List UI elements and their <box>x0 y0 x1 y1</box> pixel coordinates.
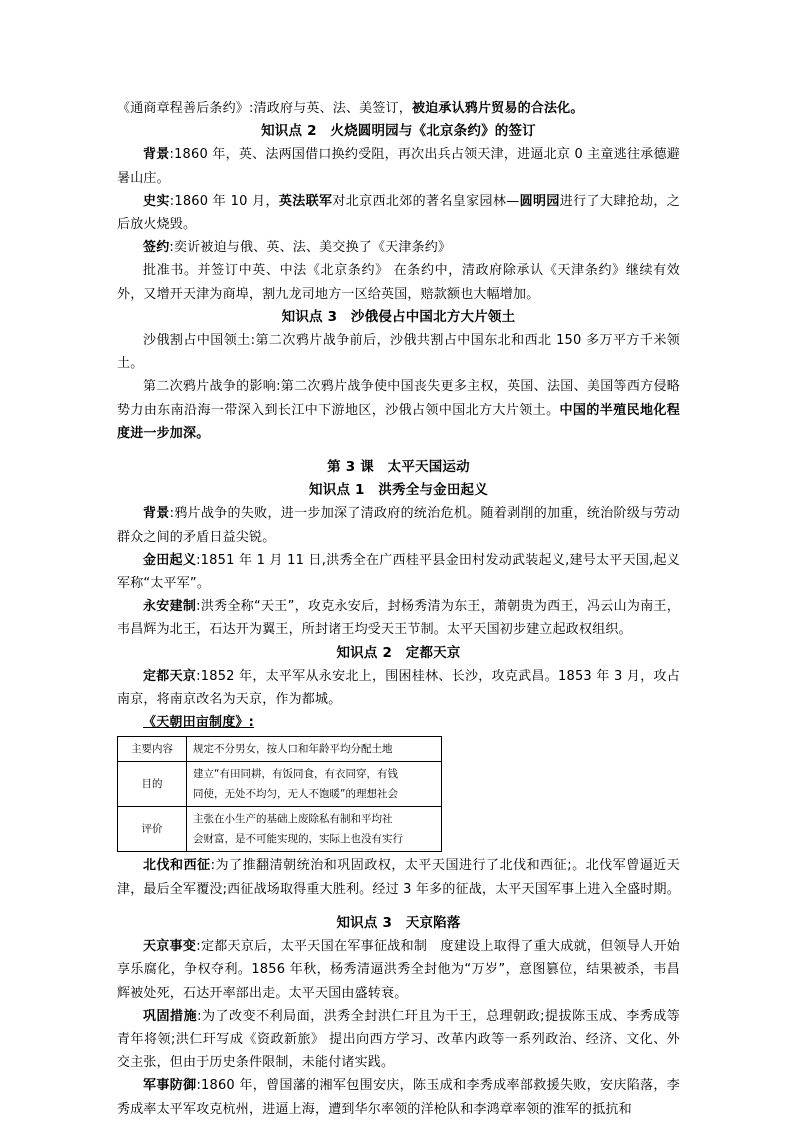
table-row-head: 目的 <box>118 762 187 807</box>
text: 《通商章程善后条约》:清政府与英、法、美签订， <box>117 101 412 116</box>
incident-paragraph <box>117 935 680 1005</box>
yongan-paragraph <box>117 595 680 641</box>
label: 定都天京 <box>143 668 197 684</box>
label: 金田起义 <box>143 552 197 568</box>
section-heading: 知识点 1 洪秀全与金田起义 <box>309 482 488 499</box>
emphasis: 被迫承认鸦片贸易的合法化。 <box>411 101 584 116</box>
section-heading: 知识点 3 天京陷落 <box>336 914 461 931</box>
label: 永安建制 <box>143 599 197 615</box>
section-heading: 知识点 2 火烧圆明园与《北京条约》的签订 <box>261 123 536 140</box>
emphasis: 英法联军 <box>278 193 333 209</box>
table-row <box>118 807 442 852</box>
cell-line: 同使，无处不均匀，无人不饱暖”的理想社会 <box>193 788 398 801</box>
label: 天京事变 <box>143 939 197 955</box>
text: :洪秀全称“天王”，攻克永安后，封杨秀清为东王，萧朝贵为西王，冯云山为南王，韦昌辉为北王，石达开为翼王，所封诸王均受天王节制。太平天国初步建立起政权组织。 <box>117 599 680 638</box>
treaty-paragraph <box>117 97 680 120</box>
document-page <box>117 97 680 1121</box>
system-title-text: 《天朝田亩制度》: <box>143 715 254 731</box>
text: 第二次鸦片战争的影响:第二次鸦片战争使中国丧失更多主权，英国、法国、美国等西方侵略势力由东南沿海一带深入到长江中下游地区，沙俄占领中国北方大片领土。 <box>117 379 680 418</box>
system-title <box>117 711 680 734</box>
table-row-head: 评价 <box>118 807 187 852</box>
cell-line: 规定不分男女，按人口和年龄平均分配土地 <box>193 743 393 756</box>
text: :1860 年，英、法两国借口换约受阻，再次出兵占领天津，进逼北京 0 主童逃往承德避暑山庄。 <box>117 147 680 186</box>
defense-paragraph <box>117 1074 680 1120</box>
table-row <box>118 762 442 807</box>
table-row-head: 主要内容 <box>118 737 187 762</box>
section-heading: 知识点 3 沙俄侵占中国北方大片领土 <box>281 308 516 325</box>
label: 史实 <box>143 193 170 209</box>
impact-paragraph <box>117 375 680 445</box>
text: :1851 年 1 月 11 日,洪秀全在广西桂平县金田村发动武装起义,建号太平天国,起义军称“太平军”。 <box>117 552 680 592</box>
text: :为了改变不利局面，洪秀全封洪仁玕且为干王，总理朝政;提拔陈玉成、李秀成等青年将领;洪仁玕写成《资政新旅》 提出向西方学习、改革内政等一系列政治、经济、文化、外交主张，但由于历史条件限制，未能付诸实践。 <box>117 1008 680 1071</box>
cell-line: 会财富，是不可能实现的，实际上也没有实行 <box>193 833 403 846</box>
consolidate-paragraph <box>117 1005 680 1075</box>
approval-paragraph: 批准书。并签订中英、中法《北京条约》 在条约中，清政府除承认《天津条约》继续有效外，又增开天津为商埠，割九龙司地方一区给英国，赔款额也大幅增加。 <box>117 263 680 302</box>
jintian-paragraph <box>117 549 680 595</box>
cell-line: 建立“有田同耕，有饭同食，有衣同穿，有钱 <box>193 768 398 781</box>
text: :1860 年，曾国藩的湘军包围安庆，陈玉成和李秀成率部救援失败，安庆陷落，李秀成率太平军攻克杭州，进逼上海，遭到华尔率领的洋枪队和李鸿章率领的淮军的抵抗和 <box>117 1078 680 1117</box>
russia-paragraph: 沙俄割占中国领土:第二次鸦片战争前后，沙俄共割占中国东北和西北 150 多万平方千米领土。 <box>117 333 680 372</box>
label: 北伐和西征 <box>143 858 211 874</box>
section-heading: 知识点 2 定都天京 <box>336 644 461 661</box>
label: 军事防御 <box>143 1078 197 1094</box>
text: :鸦片战争的失败，进一步加深了清政府的统治危机。随着剥削的加重，统治阶级与劳动群众之间的矛盾日益尖锐。 <box>117 506 680 545</box>
lesson-title: 第 3 课 太平天国运动 <box>327 459 470 476</box>
table-cell <box>187 737 442 762</box>
fact-paragraph <box>117 190 680 236</box>
text: 进行了大肆抢劫，之后放火烧毁。 <box>117 193 680 233</box>
label: 巩固措施 <box>143 1008 198 1024</box>
background-paragraph <box>117 143 680 189</box>
expedition-paragraph <box>117 854 680 900</box>
label: 背景 <box>143 506 170 522</box>
table-row <box>118 737 442 762</box>
text: :奕䜣被迫与俄、英、法、美交换了《天津条约》 <box>169 240 452 256</box>
text: :定都天京后，太平天国在军事征战和制 度建设上取得了重大成就，但领导人开始享乐腐化，争权夺利。1856 年秋，杨秀清逼洪秀全封他为“万岁”，意图篡位，结果被杀，韦昌辉被处死，石达开率部出走。太平天国由盛转衰。 <box>117 939 680 1001</box>
text: 对北京西北郊的著名皇家园林— <box>332 193 520 209</box>
text: :1852 年，太平军从永安北上，围困桂林、长沙，攻克武昌。1853 年 3 月，攻占南京，将南京改名为天京，作为都城。 <box>117 668 680 708</box>
sign-paragraph <box>117 236 680 259</box>
emphasis: 中国的半殖民地化程度进一步加深。 <box>117 402 680 441</box>
table-cell <box>187 807 442 852</box>
land-system-table <box>117 736 442 852</box>
background-paragraph <box>117 502 680 548</box>
capital-paragraph <box>117 665 680 711</box>
table-cell <box>187 762 442 807</box>
text: :1860 年 10 月， <box>169 193 279 209</box>
cell-line: 主张在小生产的基础上废除私有制和平均社 <box>193 813 393 826</box>
emphasis: 圆明园 <box>519 193 560 209</box>
label: 背景 <box>143 147 170 163</box>
text: :为了推翻清朝统治和巩固政权，太平天国进行了北伐和西征;。北伐军曾逼近天津，最后全军覆没;西征战场取得重大胜利。经过 3 年多的征战，太平天国军事上进入全盛时期。 <box>117 858 680 897</box>
label: 签约 <box>143 240 170 256</box>
